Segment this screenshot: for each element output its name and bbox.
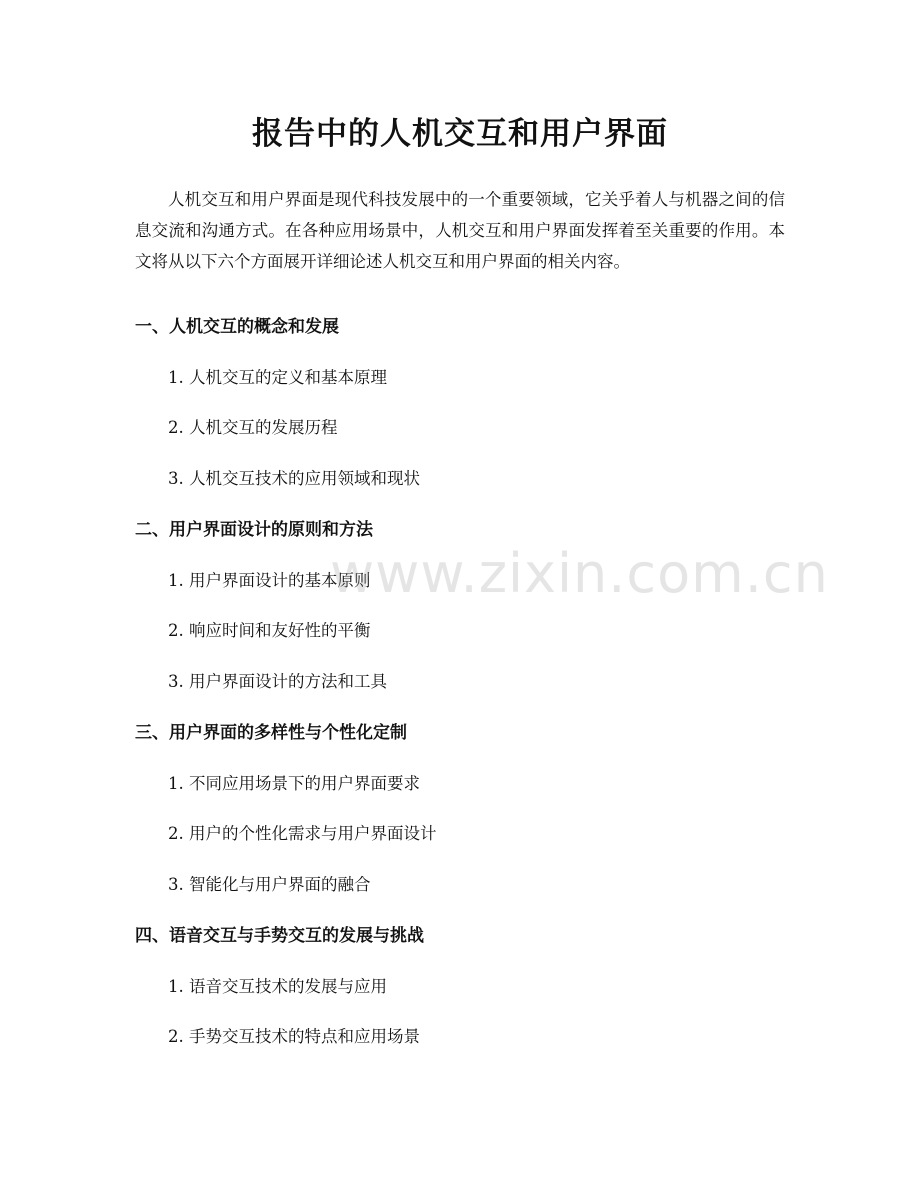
list-item: 2. 人机交互的发展历程 <box>168 418 338 437</box>
watermark: www.zixin.com.cn <box>330 542 829 605</box>
page-title: 报告中的人机交互和用户界面 <box>252 116 668 152</box>
list-item: 2. 响应时间和友好性的平衡 <box>168 621 371 640</box>
intro-paragraph: 人机交互和用户界面是现代科技发展中的一个重要领域，它关乎着人与机器之间的信息交流和沟通方式。在各种应用场景中，人机交互和用户界面发挥着至关重要的作用。本文将从以下六个方面展开详细论述人机交互和用户界面的相关内容。 <box>135 190 785 271</box>
section-heading-2: 二、用户界面设计的原则和方法 <box>135 520 373 540</box>
list-item: 1. 用户界面设计的基本原则 <box>168 571 371 590</box>
list-item: 3. 人机交互技术的应用领域和现状 <box>168 469 420 488</box>
section-heading-3: 三、用户界面的多样性与个性化定制 <box>135 723 407 743</box>
list-item: 1. 语音交互技术的发展与应用 <box>168 977 387 996</box>
list-item: 2. 用户的个性化需求与用户界面设计 <box>168 824 437 843</box>
list-item: 1. 人机交互的定义和基本原理 <box>168 368 387 387</box>
list-item: 1. 不同应用场景下的用户界面要求 <box>168 774 420 793</box>
list-item: 3. 智能化与用户界面的融合 <box>168 875 371 894</box>
section-heading-1: 一、人机交互的概念和发展 <box>135 317 339 337</box>
list-item: 2. 手势交互技术的特点和应用场景 <box>168 1027 420 1046</box>
section-heading-4: 四、语音交互与手势交互的发展与挑战 <box>135 926 424 946</box>
list-item: 3. 用户界面设计的方法和工具 <box>168 672 387 691</box>
